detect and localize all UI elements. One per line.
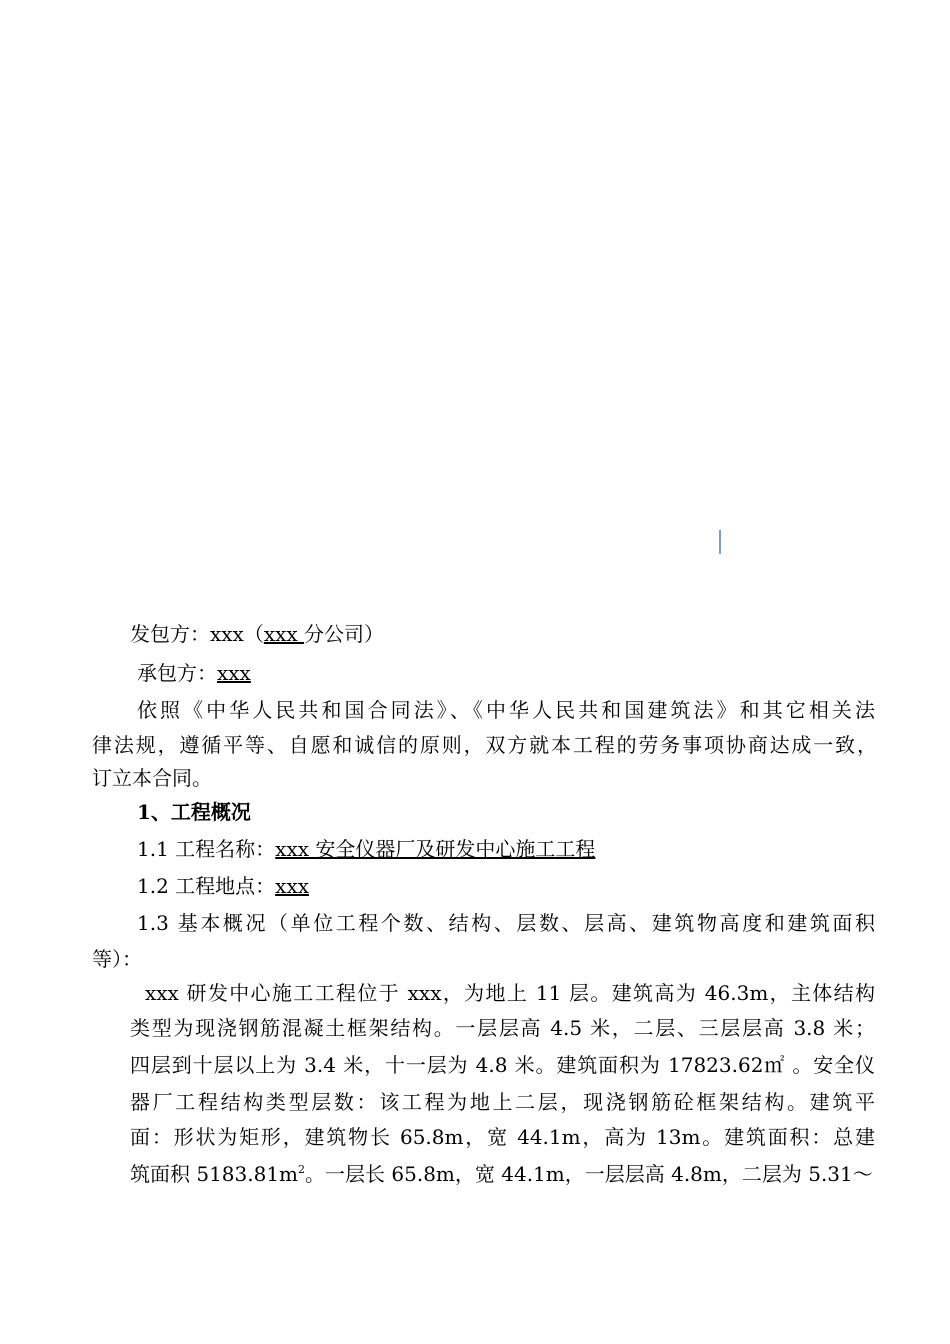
- description-line-2: 类型为现浇钢筋混凝土框架结构。一层层高 4.5 米，二层、三层层高 3.8 米；: [130, 1016, 875, 1040]
- preamble-line-3: 订立本合同。: [92, 766, 212, 790]
- superscript-2: 2: [298, 1163, 306, 1176]
- description-line-6-part-a: 筑面积 5183.81m: [130, 1162, 299, 1186]
- employer-label: 发包方：xxx（: [130, 622, 264, 646]
- overview-line-2: 等）：: [92, 947, 142, 971]
- project-name-label: 1.1 工程名称：: [137, 837, 276, 861]
- employer-branch: xxx: [263, 622, 305, 646]
- overview-line-1: 1.3 基本概况（单位工程个数、结构、层数、层高、建筑物高度和建筑面积: [137, 911, 875, 935]
- project-location-value: xxx: [275, 874, 310, 898]
- description-line-1: xxx 研发中心施工工程位于 xxx，为地上 11 层。建筑高为 46.3m，主体结构: [145, 981, 875, 1005]
- contractor-name: xxx: [217, 661, 251, 685]
- project-location-label: 1.2 工程地点：: [137, 874, 276, 898]
- project-name-value: xxx 安全仪器厂及研发中心施工工程: [275, 837, 596, 861]
- description-line-5: 面：形状为矩形，建筑物长 65.8m，宽 44.1m，高为 13m。建筑面积：总建: [130, 1125, 875, 1149]
- employer-line: [130, 622, 384, 646]
- description-line-3: 四层到十层以上为 3.4 米，十一层为 4.8 米。建筑面积为 17823.62㎡ 。安全仪: [130, 1053, 875, 1077]
- text-cursor-marker: [719, 530, 721, 554]
- description-line-6-part-b: 。一层长 65.8m，宽 44.1m，一层层高 4.8m，二层为 5.31～: [305, 1162, 873, 1186]
- project-name-line: [137, 837, 595, 861]
- description-line-6: [130, 1162, 873, 1186]
- contractor-line: [137, 661, 251, 685]
- preamble-line-2: 律法规，遵循平等、自愿和诚信的原则，双方就本工程的劳务事项协商达成一致，: [92, 733, 877, 757]
- preamble-line-1: 依照《中华人民共和国合同法》、《中华人民共和国建筑法》和其它相关法: [137, 698, 875, 722]
- project-location-line: [137, 874, 309, 898]
- description-line-4: 器厂工程结构类型层数：该工程为地上二层，现浇钢筋砼框架结构。建筑平: [130, 1090, 875, 1114]
- contractor-label: 承包方：: [137, 661, 217, 685]
- section-title: 1、工程概况: [137, 800, 251, 824]
- employer-suffix: 分公司）: [304, 622, 385, 646]
